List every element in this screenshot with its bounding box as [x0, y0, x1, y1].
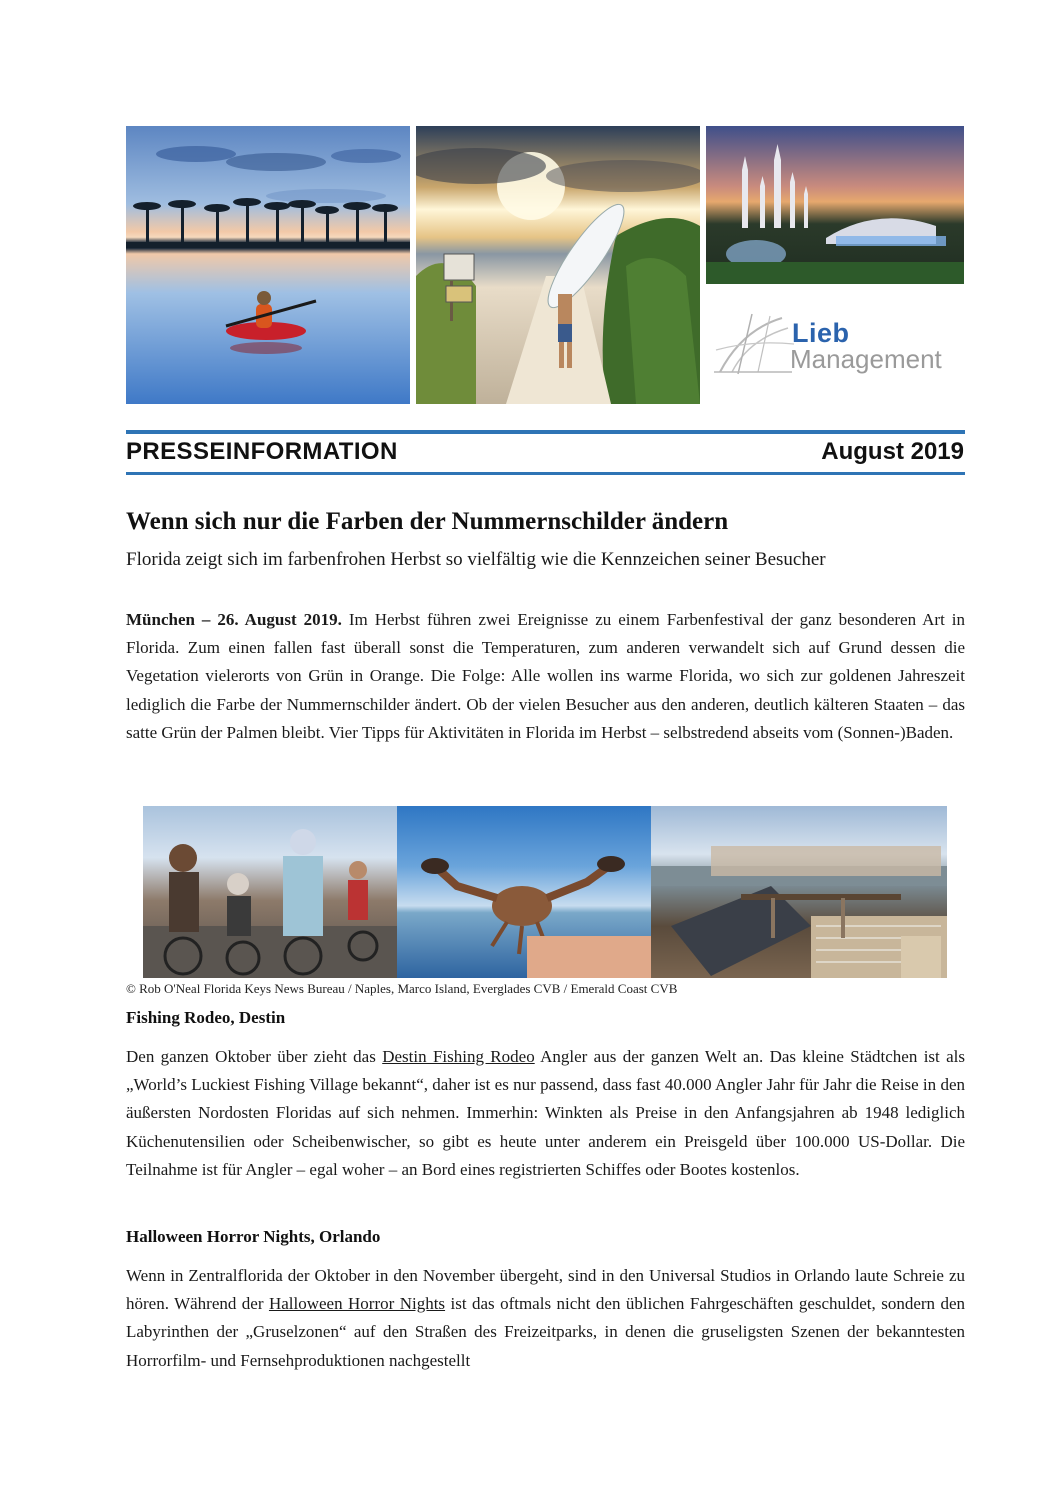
logo-globe-mark-icon: [712, 310, 802, 380]
section-text-part: ist das oftmals nicht den üblichen Fahrgeschäften geschuldet, sondern den Labyrinthen der „Gruselzonen“ auf den Straßen des Freizeitparks, in denen die gruseligsten Szenen der bekanntesten Horrorfilm- und Fernsehproduktionen nachgestellt: [126, 1294, 966, 1370]
harbor-illustration: [651, 806, 947, 978]
section-text-part: Den ganzen Oktober über zieht das: [126, 1047, 383, 1066]
space-center-illustration: [706, 126, 964, 284]
article-headline: Wenn sich nur die Farben der Nummernschilder ändern: [126, 508, 729, 535]
section-title-halloween-horror-nights: Halloween Horror Nights, Orlando: [126, 1227, 381, 1246]
photo-fantasy-fest-cyclists: [143, 806, 397, 978]
link-halloween-horror-nights[interactable]: Halloween Horror Nights: [268, 1294, 446, 1314]
section-text-part: Wenn in Zentralflorida der Oktober in den November übergeht, sind in den Universal Studios in Orlando laute Schreie zu hören. Während der: [126, 1266, 965, 1314]
logo-wordmark-lieb: Lieb: [792, 318, 850, 348]
lieb-management-logo: [712, 306, 962, 386]
beach-scene-illustration: [416, 126, 700, 404]
banner-bottom-rule: [126, 472, 965, 475]
header-photo-beach-surfer: [416, 126, 700, 404]
link-destin-fishing-rodeo[interactable]: Destin Fishing Rodeo: [382, 1047, 535, 1066]
photo-stone-crab: [397, 806, 651, 978]
stone-crab-illustration: [397, 806, 651, 978]
section-text-fishing-rodeo: [126, 1043, 965, 1184]
header-photo-kayak-sunset: [126, 126, 410, 404]
section-text-halloween-horror-nights: [126, 1262, 965, 1375]
banner-top-rule: [126, 430, 965, 434]
kayak-scene-illustration: [126, 126, 410, 404]
section-text-part: Angler aus der ganzen Welt an. Das kleine Städtchen ist als „World’s Luckiest Fishing Village bekannt“, daher ist es nur passend, dass fast 40.000 Angler Jahr für Jahr die Reise in den äußersten Nordosten Floridas auf sich nehmen. Immerhin: Winkten als Preise in den Anfangsjahren ab 1948 lediglich Küchenutensilien oder Scheibenwischer, so gibt es heute unter anderem ein Preisgeld über 100.000 US-Dollar. Die Teilnahme ist für Angler – egal woher – an Bord eines registrierten Schiffes oder Bootes kostenlos.: [126, 1047, 965, 1179]
press-release-label: PRESSEINFORMATION: [126, 438, 398, 465]
header-photo-space-center: [706, 126, 964, 284]
article-subheadline: Florida zeigt sich im farbenfrohen Herbst so vielfältig wie die Kennzeichen seiner Besucher: [126, 549, 826, 570]
press-release-date: August 2019: [821, 438, 964, 465]
intro-text: Im Herbst führen zwei Ereignisse zu einem Farbenfestival der ganz besonderen Art in Florida. Zum einen fallen fast überall sonst die Temperaturen, zum anderen verwandelt sich auf Grund dessen die Vegetation vielerorts von Grün in Orange. Die Folge: Alle wollen ins warme Florida, wo sich zur goldenen Jahreszeit lediglich die Farbe der Nummernschilder ändert. Ob der vielen Besucher aus den anderen, deutlich kälteren Staaten – das satte Grün der Palmen bleibt. Vier Tipps für Aktivitäten in Florida im Herbst – selbstredend abseits vom (Sonnen-)Baden.: [126, 610, 965, 742]
intro-dateline: München – 26. August 2019.: [126, 610, 342, 629]
logo-wordmark-management: Management: [790, 344, 942, 374]
intro-paragraph: [126, 606, 965, 747]
photo-harbor-restaurant: [651, 806, 947, 978]
cyclists-illustration: [143, 806, 397, 978]
section-title-fishing-rodeo: Fishing Rodeo, Destin: [126, 1008, 286, 1027]
photo-credit-caption: © Rob O'Neal Florida Keys News Bureau / Naples, Marco Island, Everglades CVB / Emerald Coast CVB: [126, 981, 678, 996]
